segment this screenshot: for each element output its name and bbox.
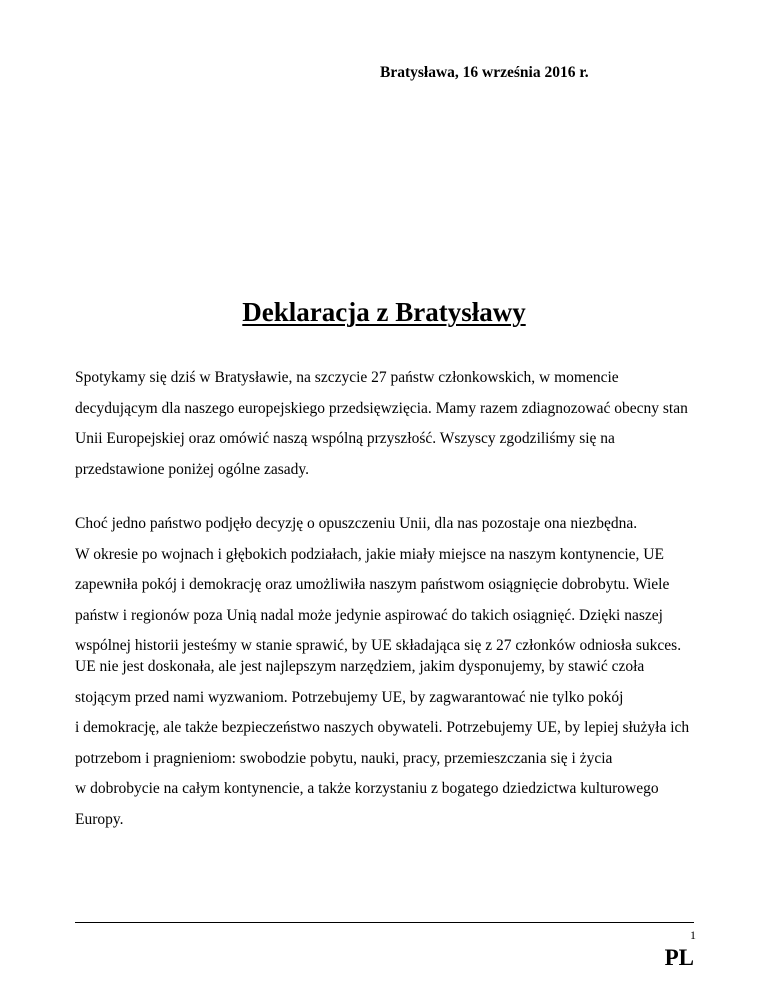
paragraph-line: wspólnej historii jesteśmy w stanie sprawić, by UE składająca się z 27 członków odniosła sukces. [75,637,682,654]
paragraph-line: i demokrację, ale także bezpieczeństwo naszych obywateli. Potrzebujemy UE, by lepiej służyła ich [75,719,690,736]
paragraph-1 [75,363,715,485]
paragraph-line: zapewniła pokój i demokrację oraz umożliwiła naszym państwom osiągnięcie dobrobytu. Wiele [75,576,670,593]
document-title-text: Deklaracja z Bratysławy [242,297,526,327]
footer-divider [75,922,694,923]
paragraph-line: potrzebom i pragnieniom: swobodzie pobytu, nauki, pracy, przemieszczania się i życia [75,749,613,767]
paragraph-line: decydującym dla naszego europejskiego przedsięwzięcia. Mamy razem zdiagnozować obecny stan [75,399,688,417]
page-number: 1 [690,928,696,942]
paragraph-line: państw i regionów poza Unią nadal może jedynie aspirować do takich osiągnięć. Dzięki naszej [75,606,663,624]
paragraph-line: UE nie jest doskonała, ale jest najlepszym narzędziem, jakim dysponujemy, by stawić czoła [75,658,645,675]
paragraph-line: W okresie po wojnach i głębokich podziałach, jakie miały miejsce na naszym kontynencie, UE [75,545,664,563]
paragraph-line: Unii Europejskiej oraz omówić naszą wspólną przyszłość. Wszyscy zgodziliśmy się na [75,430,615,447]
document-title [0,295,768,329]
paragraph-line: Choć jedno państwo podjęło decyzję o opuszczeniu Unii, dla nas pozostaje ona niezbędna. [75,515,638,532]
paragraph-line: stojącym przed nami wyzwaniom. Potrzebujemy UE, by zagwarantować nie tylko pokój [75,688,624,706]
paragraph-2 [75,509,715,662]
language-code: PL [664,945,694,970]
paragraph-line: Europy. [75,810,124,828]
place-date: Bratysława, 16 września 2016 r. [380,64,589,81]
paragraph-line: przedstawione poniżej ogólne zasady. [75,460,309,478]
paragraph-line: Spotykamy się dziś w Bratysławie, na szczycie 27 państw członkowskich, w momencie [75,369,619,386]
paragraph-3 [75,652,715,835]
paragraph-line: w dobrobycie na całym kontynencie, a także korzystaniu z bogatego dziedzictwa kulturowego [75,780,659,797]
